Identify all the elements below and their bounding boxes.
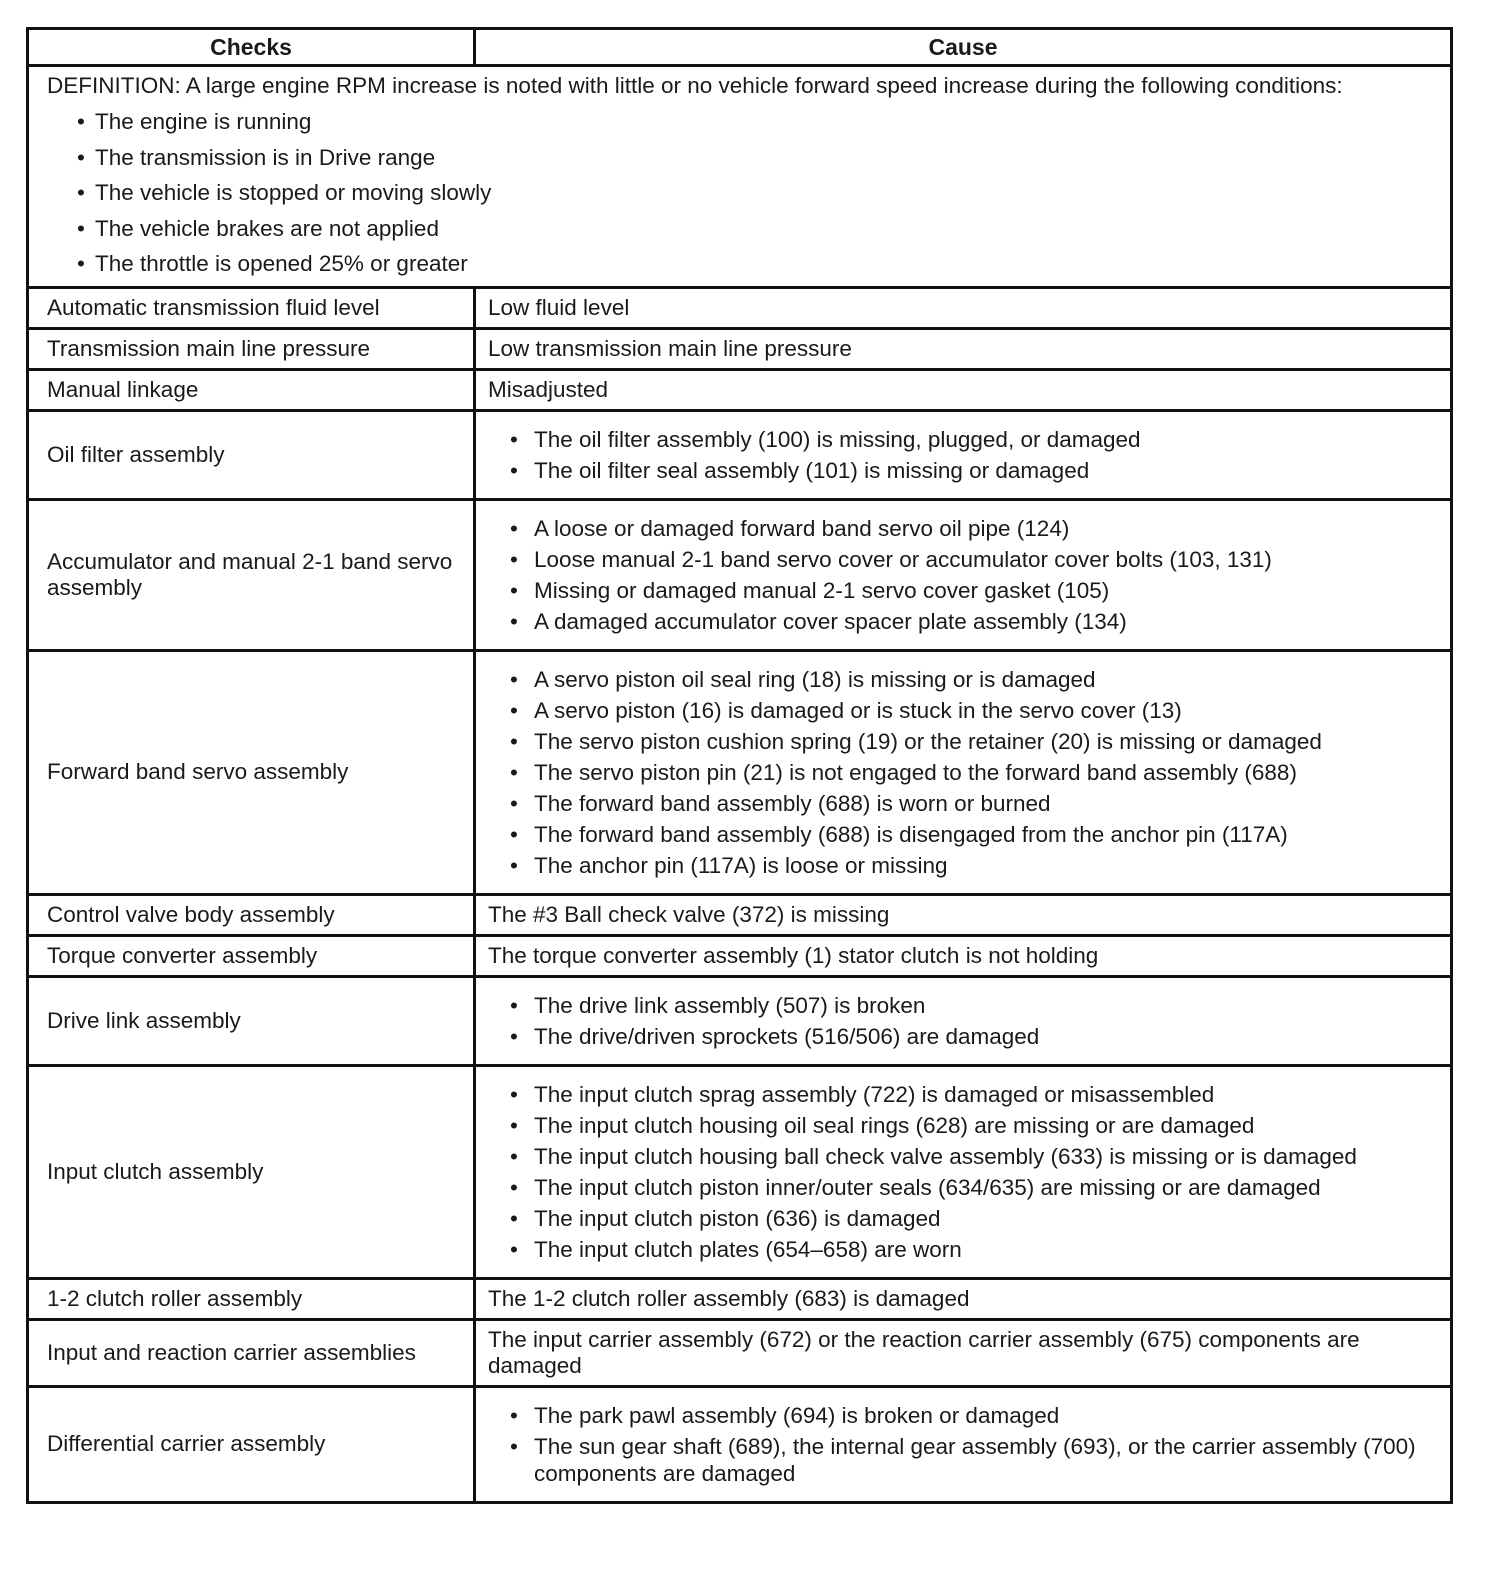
cause-cell: Low fluid level [475, 287, 1452, 328]
cause-item: • The anchor pin (117A) is loose or missing [510, 852, 1438, 879]
definition-text: DEFINITION: A large engine RPM increase is noted with little or no vehicle forward speed increase during the following conditions: [47, 73, 1343, 98]
checks-header: Checks [28, 29, 475, 66]
cause-item: • A servo piston oil seal ring (18) is missing or is damaged [510, 666, 1438, 693]
table-row [28, 328, 1452, 369]
cause-item: • The input clutch housing oil seal rings (628) are missing or are damaged [510, 1112, 1438, 1139]
cause-item: • The drive link assembly (507) is broken [510, 992, 1438, 1019]
condition-item: • The throttle is opened 25% or greater [77, 246, 1432, 282]
cause-item: • The input clutch piston (636) is damaged [510, 1205, 1438, 1232]
cause-cell [475, 650, 1452, 894]
check-cell: Manual linkage [28, 369, 475, 410]
table-row [28, 1386, 1452, 1502]
table-row [28, 1065, 1452, 1278]
check-cell: Differential carrier assembly [28, 1386, 475, 1502]
cause-cell [475, 1386, 1452, 1502]
check-cell: Input and reaction carrier assemblies [28, 1319, 475, 1386]
cause-list [488, 1073, 1438, 1271]
cause-cell [475, 410, 1452, 499]
table-row [28, 1278, 1452, 1319]
cause-item: • A servo piston (16) is damaged or is stuck in the servo cover (13) [510, 697, 1438, 724]
cause-item: • The oil filter assembly (100) is missing, plugged, or damaged [510, 426, 1438, 453]
cause-list [488, 984, 1438, 1058]
check-cell: Drive link assembly [28, 976, 475, 1065]
table-row [28, 935, 1452, 976]
condition-item: • The engine is running [77, 104, 1432, 140]
cause-list [488, 658, 1438, 887]
cause-item: • The oil filter seal assembly (101) is missing or damaged [510, 457, 1438, 484]
table-row [28, 499, 1452, 650]
cause-item: • The input clutch housing ball check valve assembly (633) is missing or is damaged [510, 1143, 1438, 1170]
diagnosis-table [26, 27, 1453, 1504]
cause-cell: Low transmission main line pressure [475, 328, 1452, 369]
check-cell: Forward band servo assembly [28, 650, 475, 894]
cause-item: • Missing or damaged manual 2-1 servo cover gasket (105) [510, 577, 1438, 604]
cause-item: • A damaged accumulator cover spacer plate assembly (134) [510, 608, 1438, 635]
cause-list [488, 418, 1438, 492]
definition-row [28, 66, 1452, 288]
cause-cell [475, 976, 1452, 1065]
cause-cell: The input carrier assembly (672) or the reaction carrier assembly (675) components are damaged [475, 1319, 1452, 1386]
table-row [28, 976, 1452, 1065]
cause-item: • The input clutch sprag assembly (722) is damaged or misassembled [510, 1081, 1438, 1108]
conditions-list [47, 104, 1432, 282]
table-row [28, 410, 1452, 499]
table-row [28, 894, 1452, 935]
definition-cell [28, 66, 1452, 288]
cause-cell: The #3 Ball check valve (372) is missing [475, 894, 1452, 935]
cause-cell [475, 499, 1452, 650]
cause-cell [475, 1065, 1452, 1278]
table-row [28, 1319, 1452, 1386]
cause-item: • A loose or damaged forward band servo oil pipe (124) [510, 515, 1438, 542]
check-cell: Automatic transmission fluid level [28, 287, 475, 328]
table-row [28, 369, 1452, 410]
cause-list [488, 507, 1438, 643]
condition-item: • The vehicle is stopped or moving slowly [77, 175, 1432, 211]
cause-cell: The torque converter assembly (1) stator clutch is not holding [475, 935, 1452, 976]
cause-list [488, 1394, 1438, 1495]
table-row [28, 650, 1452, 894]
check-cell: Accumulator and manual 2-1 band servo assembly [28, 499, 475, 650]
condition-item: • The vehicle brakes are not applied [77, 211, 1432, 247]
check-cell: 1-2 clutch roller assembly [28, 1278, 475, 1319]
check-cell: Control valve body assembly [28, 894, 475, 935]
cause-item: • The servo piston cushion spring (19) or the retainer (20) is missing or damaged [510, 728, 1438, 755]
cause-item: • The forward band assembly (688) is disengaged from the anchor pin (117A) [510, 821, 1438, 848]
cause-cell: Misadjusted [475, 369, 1452, 410]
cause-item: • The sun gear shaft (689), the internal gear assembly (693), or the carrier assembly (700) components are damaged [510, 1433, 1438, 1487]
cause-item: • The drive/driven sprockets (516/506) are damaged [510, 1023, 1438, 1050]
cause-header: Cause [475, 29, 1452, 66]
check-cell: Oil filter assembly [28, 410, 475, 499]
cause-item: • The input clutch piston inner/outer seals (634/635) are missing or are damaged [510, 1174, 1438, 1201]
check-cell: Transmission main line pressure [28, 328, 475, 369]
cause-item: • The servo piston pin (21) is not engaged to the forward band assembly (688) [510, 759, 1438, 786]
cause-item: • The input clutch plates (654–658) are worn [510, 1236, 1438, 1263]
cause-item: • Loose manual 2-1 band servo cover or accumulator cover bolts (103, 131) [510, 546, 1438, 573]
cause-cell: The 1-2 clutch roller assembly (683) is damaged [475, 1278, 1452, 1319]
header-row [28, 29, 1452, 66]
check-cell: Torque converter assembly [28, 935, 475, 976]
condition-item: • The transmission is in Drive range [77, 140, 1432, 176]
cause-item: • The forward band assembly (688) is worn or burned [510, 790, 1438, 817]
table-row [28, 287, 1452, 328]
check-cell: Input clutch assembly [28, 1065, 475, 1278]
cause-item: • The park pawl assembly (694) is broken or damaged [510, 1402, 1438, 1429]
